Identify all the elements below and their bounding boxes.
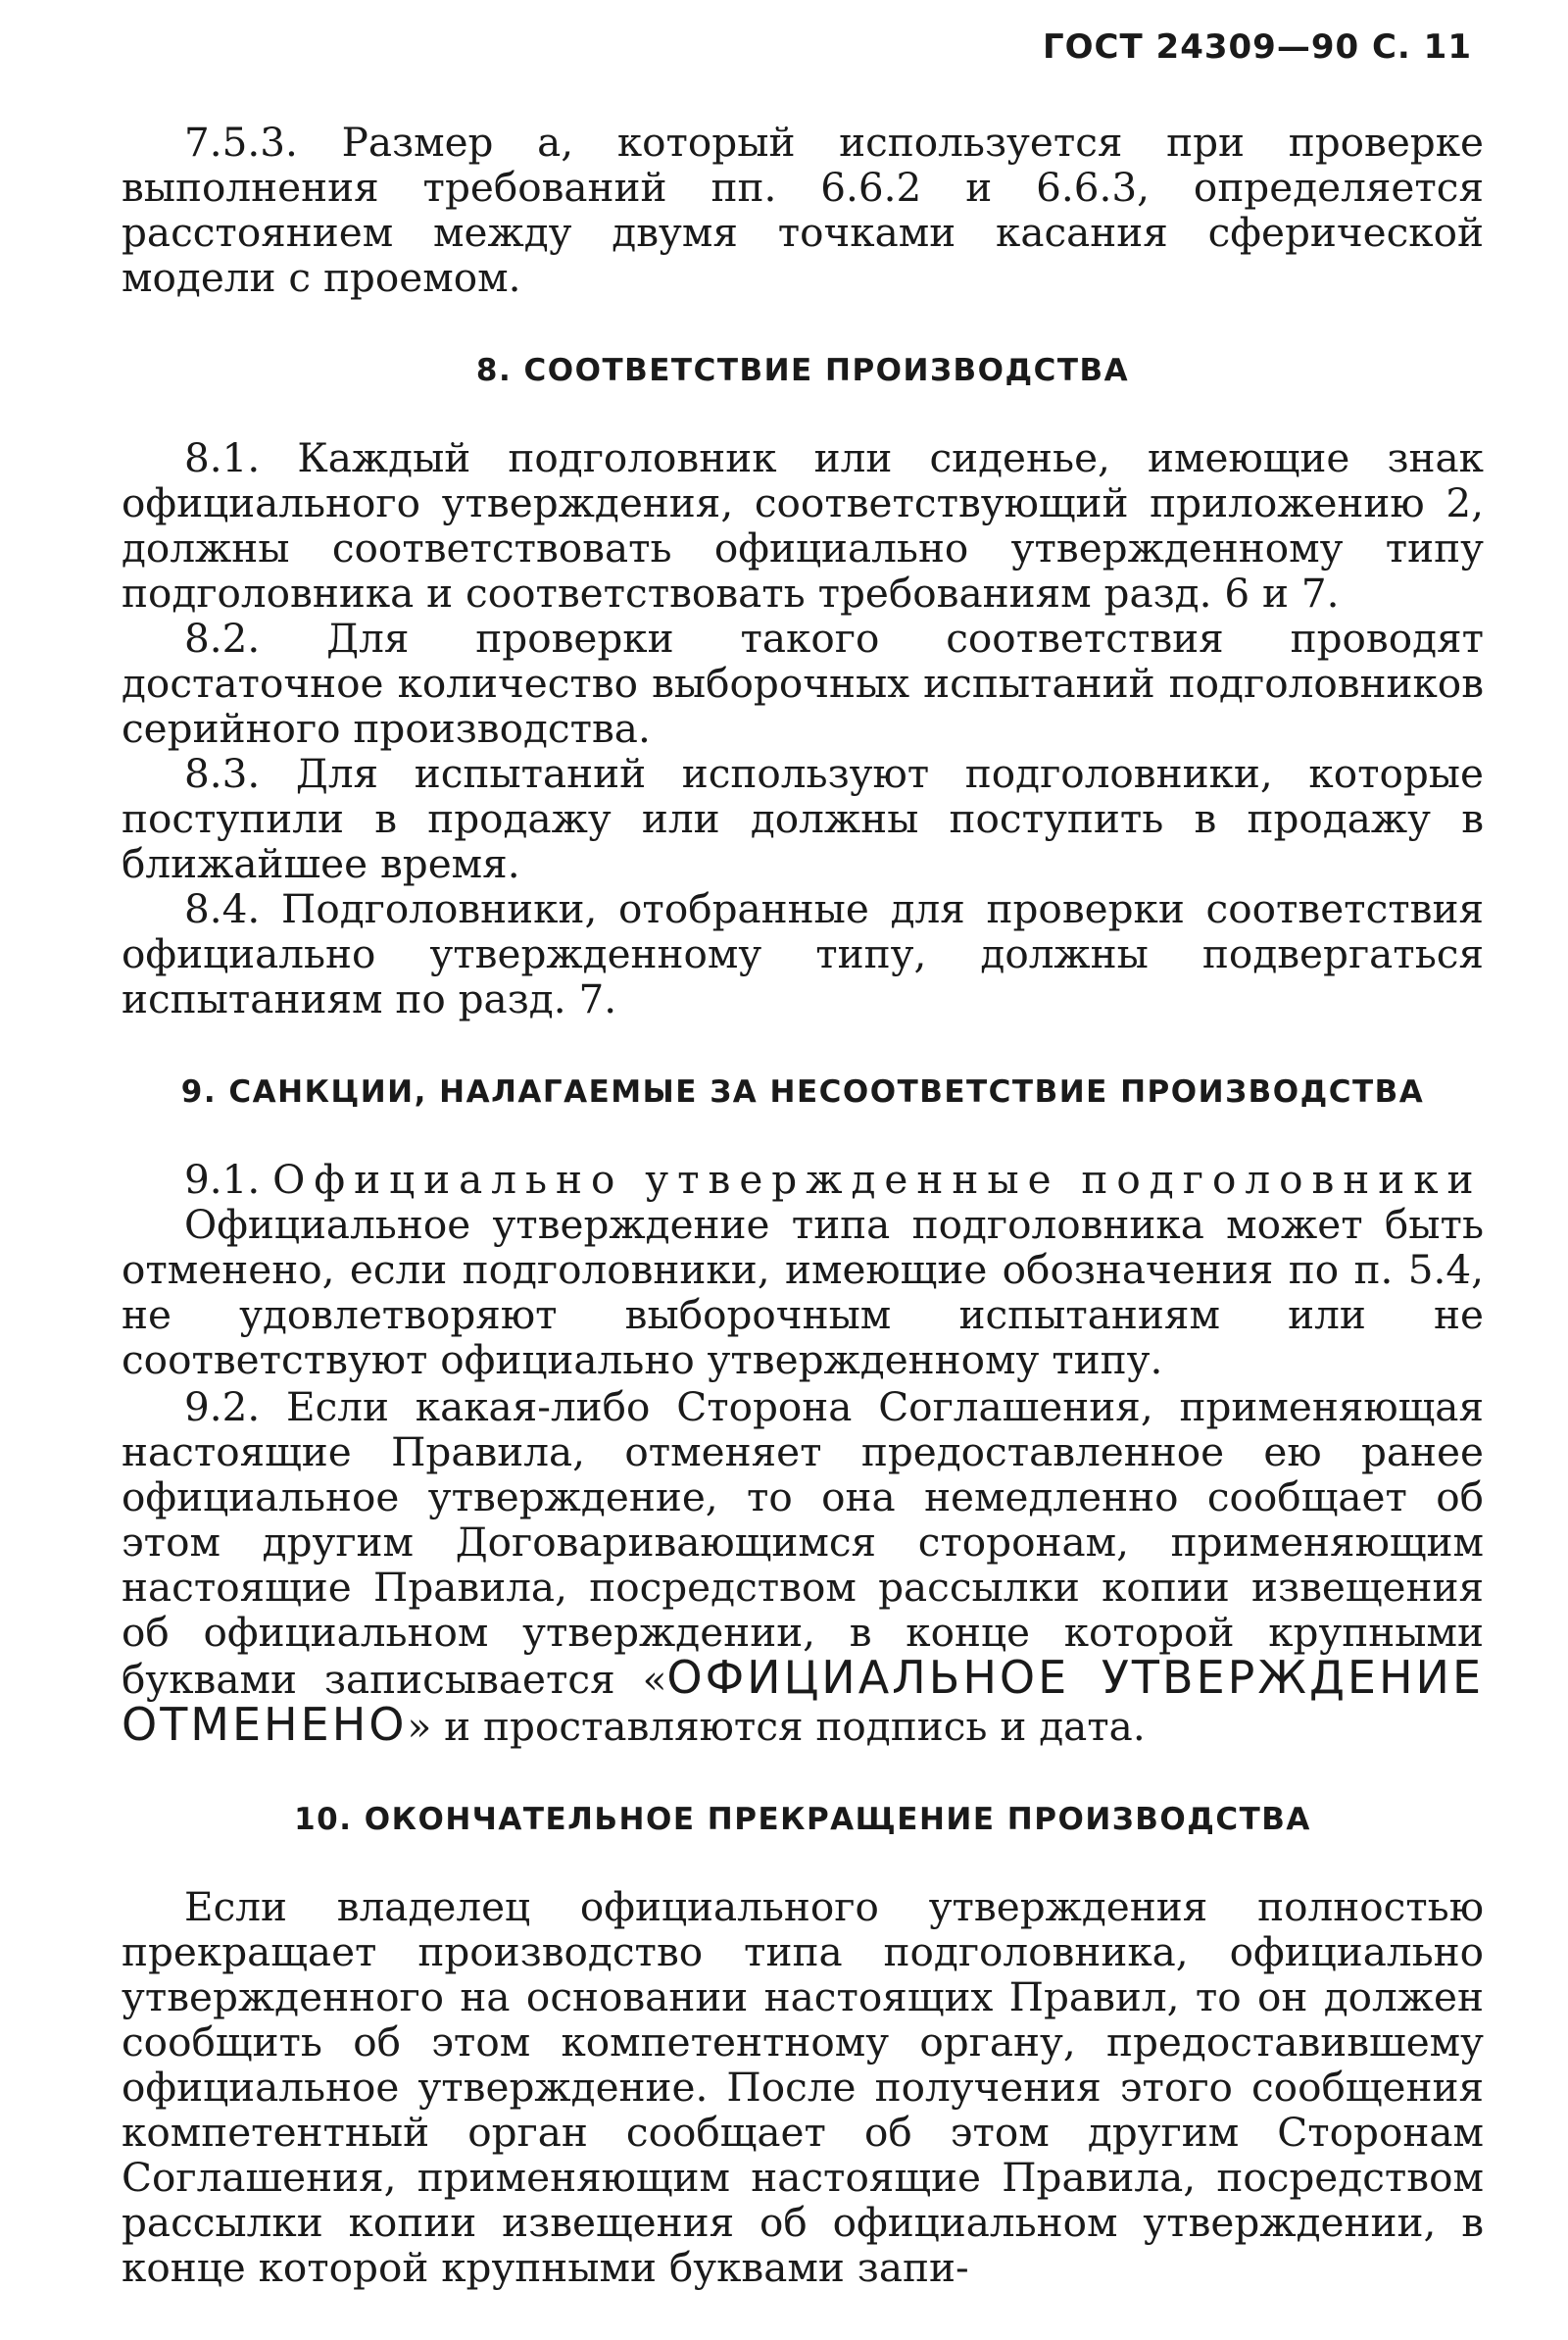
cancellation-phrase: ОФИЦИАЛЬНОЕ УТВЕРЖДЕНИЕ ОТМЕНЕНО — [122, 1651, 1485, 1751]
paragraph-9-1-text: Официальное утверждение типа подголовника может быть отменено, если подголовники, имеющие обозначения по п. 5.4, не удовлетворяют выборочным испытаниям или не соответствуют официально утвержденному типу. — [122, 1201, 1484, 1383]
document-body — [122, 120, 1484, 2290]
paragraph-number: 9.1. — [184, 1156, 261, 1203]
paragraph-8-4: 8.4. Подголовники, отобранные для проверки соответствия официально утвержденному типу, должны подвергаться испытаниям по разд. 7. — [122, 885, 1484, 1022]
paragraph-8-3: 8.3. Для испытаний используют подголовники, которые поступили в продажу или должны поступить в продажу в ближайшее время. — [122, 750, 1484, 887]
paragraph-9-2 — [122, 1384, 1484, 1749]
section-heading-10: 10. ОКОНЧАТЕЛЬНОЕ ПРЕКРАЩЕНИЕ ПРОИЗВОДСТВА — [294, 1802, 1311, 1837]
paragraph-9-2-text-start: 9.2. Если какая-либо Сторона Соглашения, применяющая настоящие Правила, отменяет предоставленное ею ранее официальное утверждение, то она немедленно сообщает об этом другим Договаривающимся сторонам, применяющим настоящие Правила, посредством рассылки копии извещения об официальном утверждении, в конце которой крупными буквами записывается « — [122, 1383, 1484, 1703]
paragraph-7-5-3: 7.5.3. Размер a, который используется при проверке выполнения требований пп. 6.6.2 и 6.6.3, определяется расстоянием между двумя точками касания сферической модели с проемом. — [122, 119, 1484, 301]
paragraph-9-1-title — [122, 1157, 1484, 1202]
paragraph-8-2: 8.2. Для проверки такого соответствия проводят достаточное количество выборочных испытаний подголовников серийного производства. — [122, 615, 1484, 752]
running-header: ГОСТ 24309—90 С. 11 — [1042, 27, 1472, 67]
section-heading-8: 8. СООТВЕТСТВИЕ ПРОИЗВОДСТВА — [475, 353, 1130, 388]
paragraph-10: Если владелец официального утверждения полностью прекращает производство типа подголовника, официально утвержденного на основании настоящих Правил, то он должен сообщить об этом компетентному органу, предоставившему официальное утверждение. После получения этого сообщения компетентный орган сообщает об этом другим Сторонам Соглашения, применяющим настоящие Правила, посредством рассылки копии извещения об официальном утверждении, в конце которой крупными буквами запи- — [122, 1883, 1484, 2291]
paragraph-9-2-text-end: » и проставляются подпись и дата. — [407, 1703, 1146, 1750]
subsection-title: Официально утвержденные подголовники — [272, 1156, 1483, 1203]
paragraph-8-1: 8.1. Каждый подголовник или сиденье, имеющие знак официального утверждения, соответствующий приложению 2, должны соответствовать официально утвержденному типу подголовника и соответствовать требованиям разд. 6 и 7. — [122, 434, 1484, 617]
section-heading-9: 9. САНКЦИИ, НАЛАГАЕМЫЕ ЗА НЕСООТВЕТСТВИЕ ПРОИЗВОДСТВА — [180, 1074, 1425, 1110]
